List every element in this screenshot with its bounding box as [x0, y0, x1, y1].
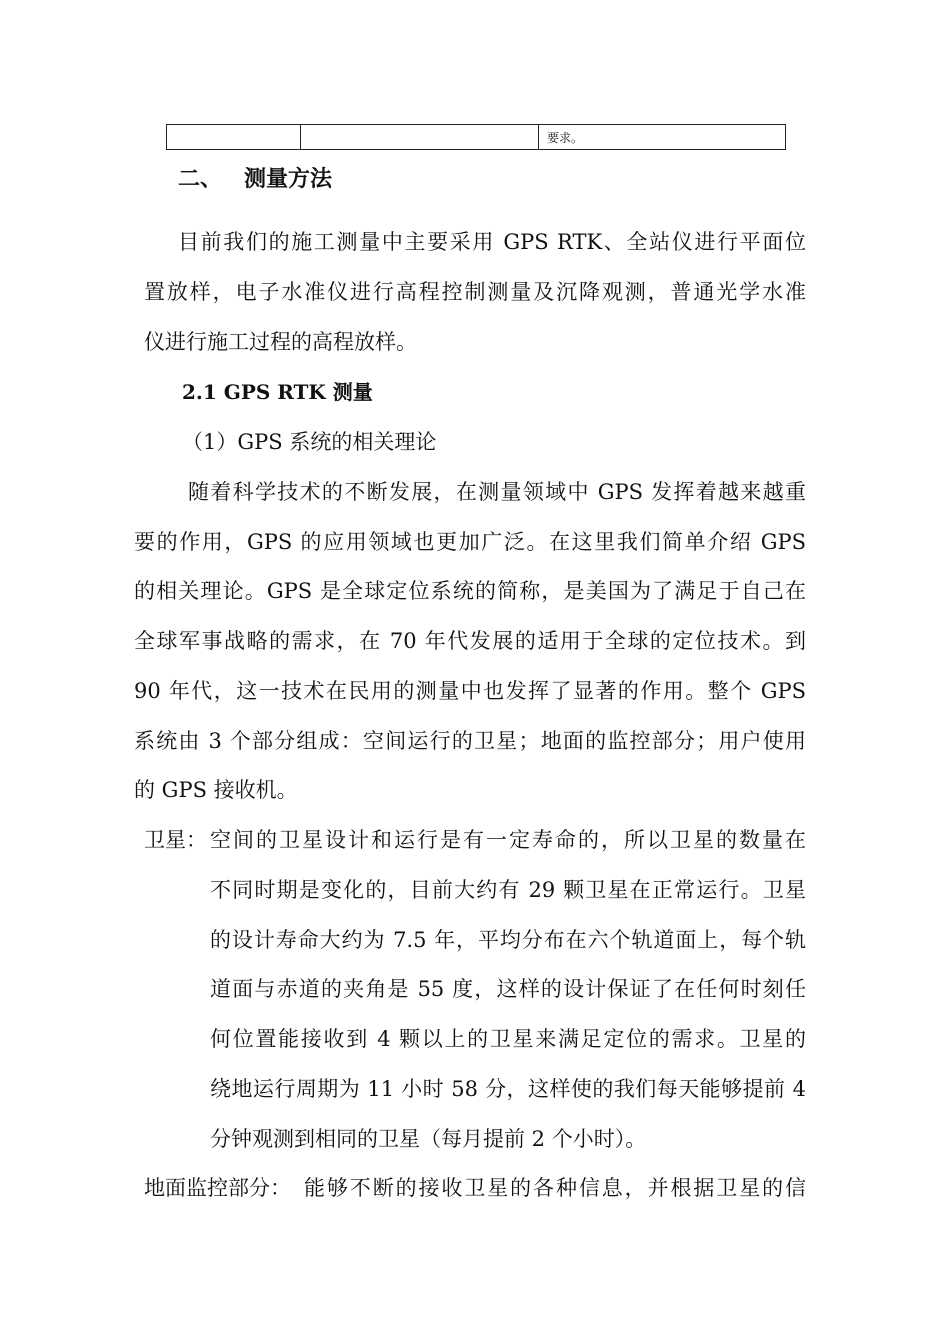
ground-control-label: 地面监控部分： — [144, 1176, 291, 1200]
intro-line-3: 仪进行施工过程的高程放样。 — [144, 330, 417, 354]
table-cell: 要求。 — [547, 131, 584, 145]
section-number: 二、 — [178, 166, 223, 192]
body-line-5: 90 年代，这一技术在民用的测量中也发挥了显著的作用。整个 GPS — [134, 679, 806, 703]
subsection-title: 2.1 GPS RTK 测量 — [182, 380, 373, 404]
satellite-label: 卫星： — [144, 828, 207, 852]
satellite-line-6: 绕地运行周期为 11 小时 58 分，这样使的我们每天能够提前 4 — [210, 1077, 806, 1101]
table-fragment — [166, 124, 786, 150]
table-cell — [301, 125, 539, 149]
ground-control-line: 能够不断的接收卫星的各种信息，并根据卫星的信 — [304, 1176, 806, 1200]
intro-line-1: 目前我们的施工测量中主要采用 GPS RTK、全站仪进行平面位 — [178, 230, 806, 254]
satellite-line-1: 空间的卫星设计和运行是有一定寿命的，所以卫星的数量在 — [210, 828, 806, 852]
intro-line-2: 置放样，电子水准仪进行高程控制测量及沉降观测，普通光学水准 — [144, 280, 806, 304]
section-heading — [178, 165, 332, 193]
section-title: 测量方法 — [244, 166, 333, 192]
table-cell — [167, 125, 301, 149]
satellite-line-3: 的设计寿命大约为 7.5 年，平均分布在六个轨道面上，每个轨 — [210, 928, 806, 952]
body-line-3: 的相关理论。GPS 是全球定位系统的简称，是美国为了满足于自己在 — [134, 579, 806, 603]
satellite-line-2: 不同时期是变化的，目前大约有 29 颗卫星在正常运行。卫星 — [210, 878, 806, 902]
satellite-line-7: 分钟观测到相同的卫星（每月提前 2 个小时）。 — [210, 1127, 647, 1151]
satellite-line-4: 道面与赤道的夹角是 55 度，这样的设计保证了在任何时刻任 — [210, 977, 806, 1001]
body-line-4: 全球军事战略的需求，在 70 年代发展的适用于全球的定位技术。到 — [134, 629, 806, 653]
item-title: （1）GPS 系统的相关理论 — [182, 430, 437, 454]
satellite-line-5: 何位置能接收到 4 颗以上的卫星来满足定位的需求。卫星的 — [210, 1027, 806, 1051]
body-line-6: 系统由 3 个部分组成：空间运行的卫星；地面的监控部分；用户使用 — [134, 729, 806, 753]
body-line-2: 要的作用，GPS 的应用领域也更加广泛。在这里我们简单介绍 GPS — [134, 530, 806, 554]
body-line-7: 的 GPS 接收机。 — [134, 778, 298, 802]
body-line-1: 随着科学技术的不断发展，在测量领域中 GPS 发挥着越来越重 — [188, 480, 806, 504]
